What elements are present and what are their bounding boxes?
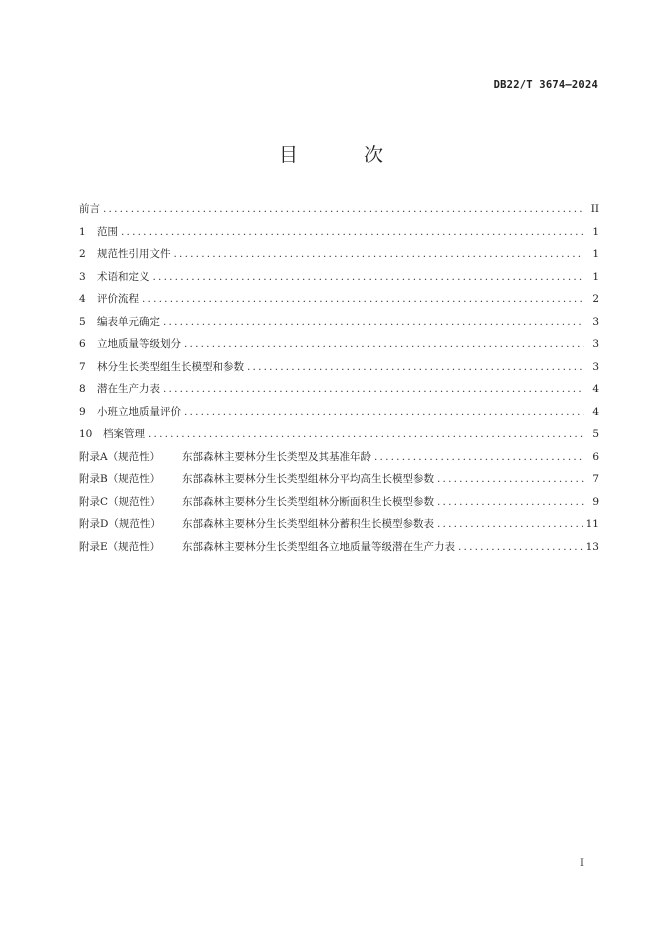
toc-leader-dots: [437, 468, 584, 491]
toc-entry-label: 东部森林主要林分生长类型组各立地质量等级潜在生产力表: [182, 540, 455, 553]
toc-entry-5[interactable]: [79, 311, 599, 334]
toc-leader-dots: [174, 243, 585, 266]
toc-entry-10[interactable]: [79, 423, 599, 446]
toc-entry-number: 2: [79, 248, 86, 260]
document-code: DB22/T 3674—2024: [493, 79, 598, 91]
toc-leader-dots: [437, 513, 583, 536]
toc-leader-dots: [163, 311, 584, 334]
toc-leader-dots: [153, 266, 585, 289]
toc-appendix-number: 附录A（规范性）: [79, 450, 161, 463]
toc-entry-number: 1: [79, 225, 86, 238]
toc-entry-label: 评价流程: [97, 293, 139, 305]
toc-entry-page: 6: [592, 450, 599, 463]
toc-entry-label: 前言: [79, 203, 100, 215]
toc-entry-number: 5: [79, 315, 86, 328]
toc-entry-page: 3: [592, 360, 599, 373]
toc-entry-label: 档案管理: [103, 428, 145, 440]
toc-entry-page: 1: [592, 270, 599, 283]
toc-appendix-number: 附录E（规范性）: [79, 540, 161, 553]
table-of-contents: [79, 198, 599, 558]
toc-entry-number: 6: [79, 338, 86, 350]
toc-entry-page: 2: [592, 293, 599, 305]
toc-entry-page: 7: [592, 473, 599, 485]
toc-entry-appendix-a[interactable]: [79, 446, 599, 469]
toc-leader-dots: [374, 446, 584, 469]
toc-entry-label: 潜在生产力表: [97, 383, 160, 395]
toc-entry-appendix-b[interactable]: [79, 468, 599, 491]
toc-entry-label: 立地质量等级划分: [97, 338, 181, 350]
toc-entry-page: 3: [592, 338, 599, 350]
toc-entry-number: 3: [79, 270, 86, 283]
toc-entry-label: 小班立地质量评价: [97, 405, 181, 418]
toc-leader-dots: [103, 198, 584, 221]
toc-entry-8[interactable]: [79, 378, 599, 401]
toc-entry-page: 13: [585, 540, 599, 553]
toc-entry-appendix-c[interactable]: [79, 491, 599, 514]
toc-entry-page: 3: [592, 315, 599, 328]
toc-entry-9[interactable]: [79, 401, 599, 424]
toc-entry-appendix-e[interactable]: [79, 536, 599, 559]
toc-entry-label: 编表单元确定: [97, 315, 160, 328]
toc-entry-label: 东部森林主要林分生长类型组林分断面积生长模型参数: [182, 495, 434, 508]
toc-leader-dots: [458, 536, 583, 559]
toc-entry-number: 8: [79, 383, 86, 395]
toc-entry-2[interactable]: [79, 243, 599, 266]
toc-entry-page: 4: [592, 383, 599, 395]
toc-leader-dots: [142, 288, 584, 311]
toc-entry-label: 术语和定义: [97, 270, 150, 283]
toc-leader-dots: [184, 401, 584, 424]
toc-entry-page: 1: [592, 225, 599, 238]
toc-entry-label: 东部森林主要林分生长类型及其基准年龄: [182, 450, 371, 463]
toc-entry-6[interactable]: [79, 333, 599, 356]
toc-entry-label: 规范性引用文件: [97, 248, 171, 260]
toc-entry-page: 4: [592, 405, 599, 418]
toc-leader-dots: [437, 491, 584, 514]
toc-entry-1[interactable]: [79, 221, 599, 244]
toc-entry-number: 4: [79, 293, 86, 305]
toc-entry-label: 范围: [97, 225, 118, 238]
page-title: 目 次: [278, 144, 414, 166]
toc-entry-page: 11: [585, 518, 599, 530]
toc-entry-appendix-d[interactable]: [79, 513, 599, 536]
toc-appendix-number: 附录C（规范性）: [79, 495, 161, 508]
toc-entry-4[interactable]: [79, 288, 599, 311]
page-number: I: [580, 858, 584, 869]
toc-entry-label: 东部森林主要林分生长类型组林分平均高生长模型参数: [182, 473, 434, 485]
toc-entry-number: 7: [79, 360, 86, 373]
toc-leader-dots: [184, 333, 584, 356]
toc-leader-dots: [148, 423, 584, 446]
toc-leader-dots: [163, 378, 584, 401]
toc-entry-page: 9: [592, 495, 599, 508]
toc-appendix-number: 附录B（规范性）: [79, 473, 161, 485]
toc-entry-7[interactable]: [79, 356, 599, 379]
toc-entry-page: II: [590, 203, 599, 215]
toc-leader-dots: [247, 356, 584, 379]
toc-entry-foreword[interactable]: [79, 198, 599, 221]
toc-appendix-number: 附录D（规范性）: [79, 518, 161, 530]
toc-entry-label: 林分生长类型组生长模型和参数: [97, 360, 244, 373]
toc-entry-3[interactable]: [79, 266, 599, 289]
toc-leader-dots: [121, 221, 584, 244]
toc-entry-page: 5: [592, 428, 599, 440]
toc-entry-page: 1: [592, 248, 599, 260]
toc-entry-number: 9: [79, 405, 86, 418]
toc-entry-label: 东部森林主要林分生长类型组林分蓄积生长模型参数表: [182, 518, 434, 530]
toc-entry-number: 10: [79, 428, 93, 440]
